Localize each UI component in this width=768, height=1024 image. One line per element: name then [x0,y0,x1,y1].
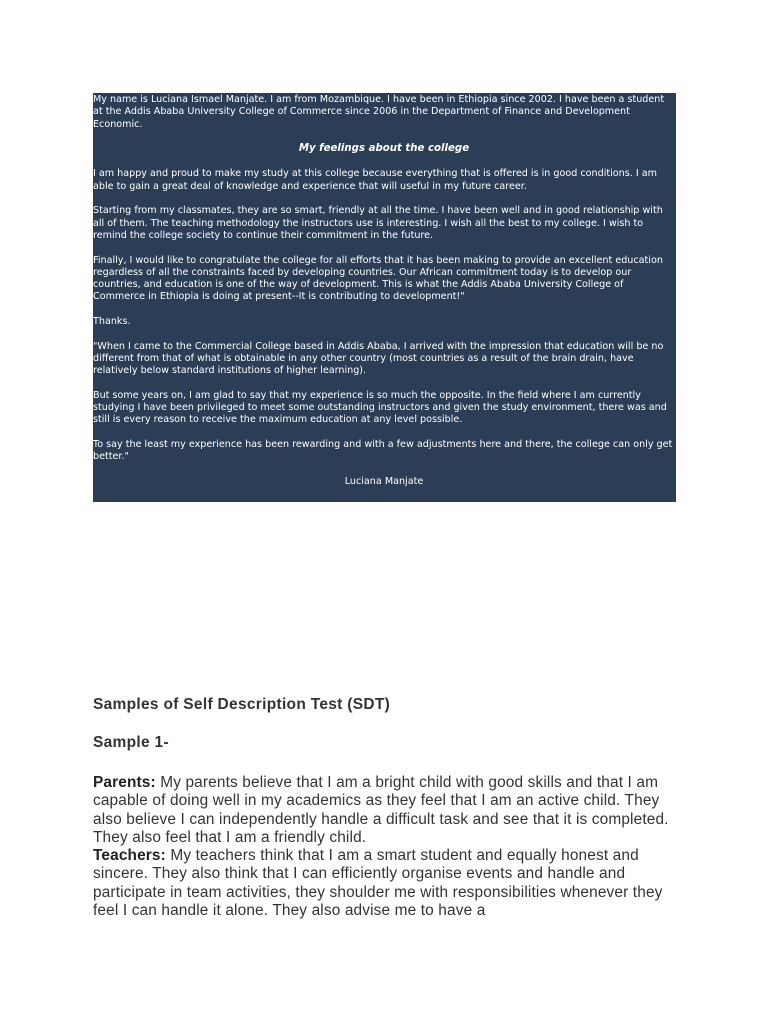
testimonial-paragraph: Finally, I would like to congratulate the college for all efforts that it has been making to provide an excellent education regardless of all the constraints faced by developing countries. Our African commitment today is to develop our countries, and education is one of the way of development. This is what the Addis Ababa University College of Commerce in Ethiopia is doing at present--It is contributing to development!" [93,254,663,303]
testimonial-paragraph: To say the least my experience has been rewarding and with a few adjustments here and there, the college can only get better." [93,439,673,463]
page-title: Samples of Self Description Test (SDT) [93,696,391,713]
teachers-label: Teachers: [93,847,166,865]
testimonial-paragraph: Starting from my classmates, they are so smart, friendly at all the time. I have been well and in good relationship with all of them. The teaching methodology the instructors use is interesting. I wish all the best to my college. I wish to remind the college society to continue their commitment in the future. [93,205,663,241]
testimonial-paragraph: Thanks. [93,316,131,328]
sample-paragraph [93,774,683,920]
sample-heading: Sample 1- [93,734,169,751]
testimonial-paragraph: "When I came to the Commercial College based in Addis Ababa, I arrived with the impression that education will be no different from that of what is obtainable in any other country (most countries as a result of the brain drain, have relatively below standard institutions of higher learning). [93,340,664,377]
document-body [93,696,683,920]
signature-name: Luciana Manjate [344,475,424,487]
parents-label: Parents: [93,774,156,791]
signature-date: 2008/0 [367,500,401,512]
testimonial-paragraph: But some years on, I am glad to say that my experience is so much the opposite. In the field where I am currently studying I have been privileged to meet some outstanding instructors and given the study environment, there was and still is every reason to receive the maximum education at any level possible. [93,389,667,426]
testimonial-box [93,93,676,512]
parents-text: My parents believe that I am a bright child with good skills and that I am capable of doing well in my academics as they feel that I am an active child. They also believe I can independently handle a difficult task and see that it is completed. They also feel that I am a friendly child. [93,774,669,846]
testimonial-intro: My name is Luciana Ismael Manjate. I am from Mozambique. I have been in Ethiopia since 2002. I have been a student at the Addis Ababa University College of Commerce since 2006 in the Department of Finance and Development Economic. [93,94,665,130]
teachers-text: My teachers think that I am a smart student and equally honest and sincere. They also think that I can efficiently organise events and handle and participate in team activities, they shoulder me with responsibilities whenever they feel I can handle it alone. They also advise me to have a [93,847,663,920]
testimonial-heading: My feelings about the college [298,143,470,155]
testimonial-paragraph: I am happy and proud to make my study at this college because everything that is offered is in good conditions. I am able to gain a great deal of knowledge and experience that will useful in my future career. [93,168,657,192]
